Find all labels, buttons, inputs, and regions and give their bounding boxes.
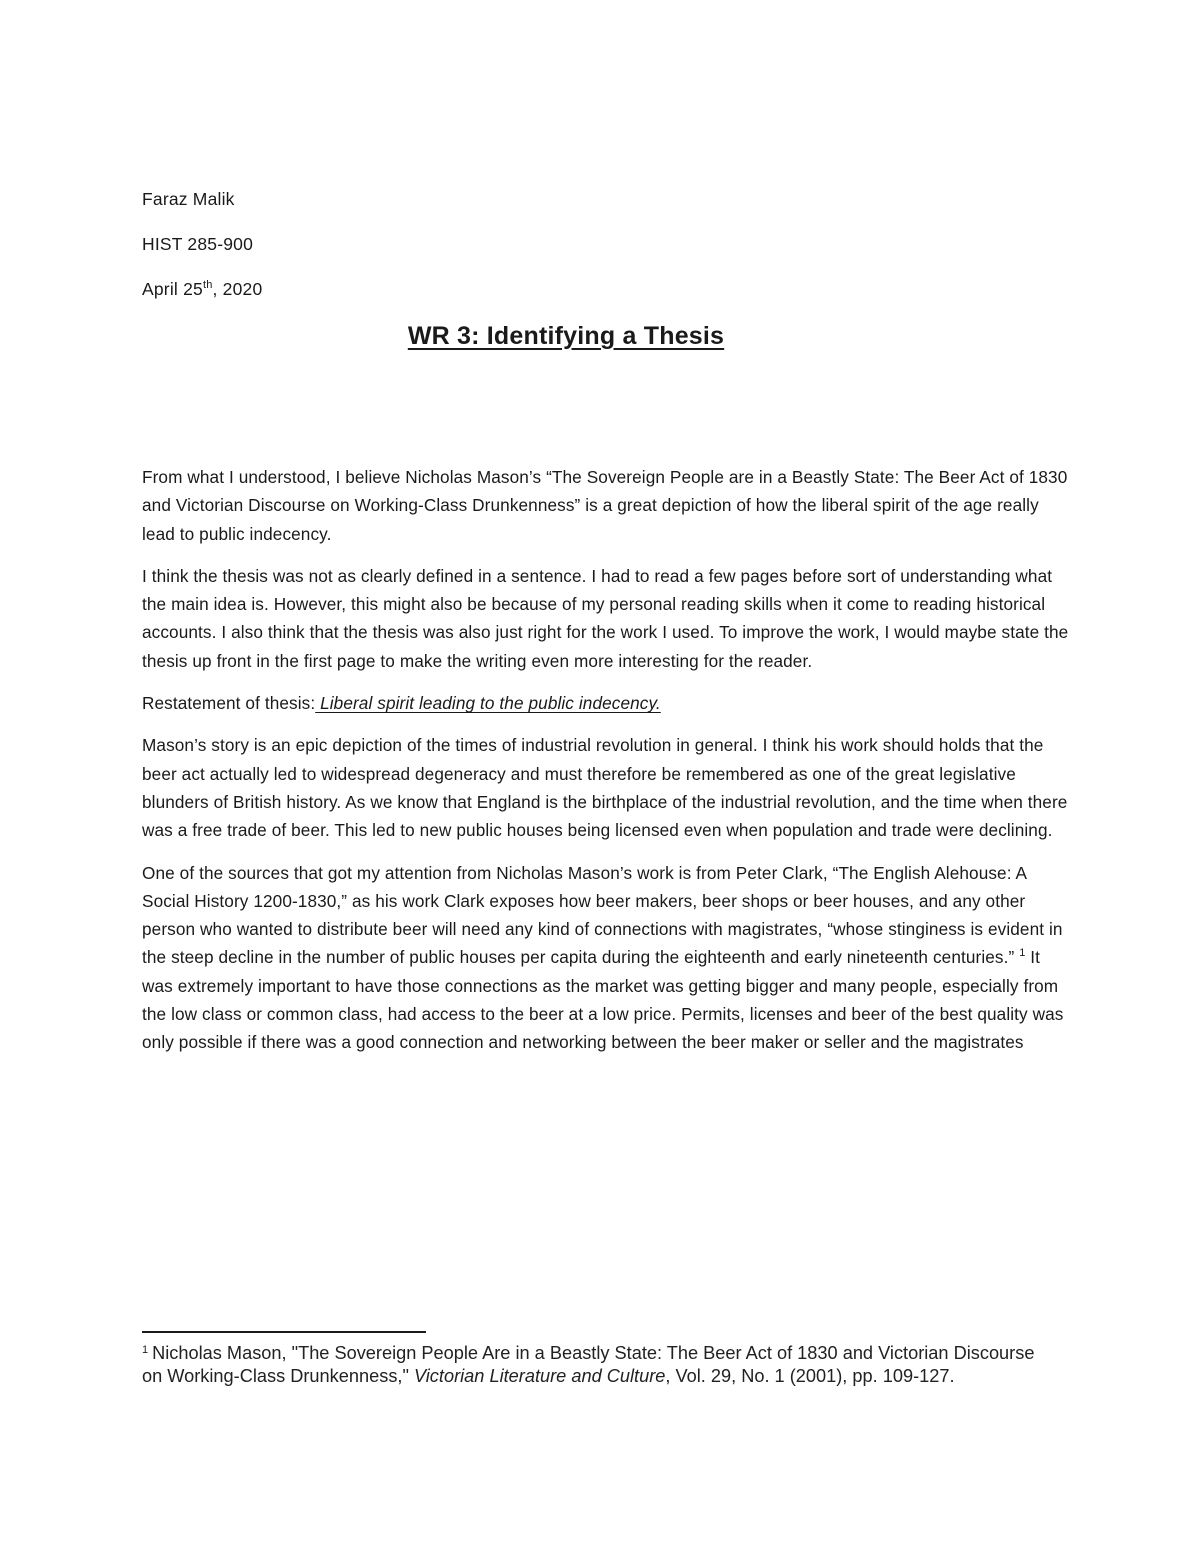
paragraph-thesis-critique: I think the thesis was not as clearly defined in a sentence. I had to read a few pages before sort of understanding what the main idea is. However, this might also be because of my personal reading skills when it come to reading historical accounts. I also think that the thesis was also just right for the work I used. To improve the work, I would maybe state the thesis up front in the first page to make the writing even more interesting for the reader. [142, 565, 1069, 671]
sources-text-after: It was extremely important to have those connections as the market was getting bigger and many people, especially from the low class or common class, had access to the beer at a low price. Permits, licenses and beer of the best quality was only possible if there was a good connection and networking between the beer maker or seller and the magistrates [142, 947, 1064, 1053]
footnote-reference[interactable]: 1 [1019, 947, 1026, 960]
author-name: Faraz Malik [142, 189, 235, 209]
course-code: HIST 285-900 [142, 234, 254, 254]
restatement-text: Liberal spirit leading to the public indecency. [315, 693, 661, 714]
footnote-text-before: Nicholas Mason, "The Sovereign People Are in a Beastly State: The Beer Act of 1830 and Victorian Discourse on Working-Class Drunkenness," [142, 1343, 1035, 1386]
footnote-mark: 1 [142, 1344, 149, 1356]
document-date [142, 277, 262, 301]
footnote-text-after: , Vol. 29, No. 1 (2001), pp. 109-127. [665, 1366, 955, 1386]
date-superscript: th [202, 279, 213, 291]
footnote [142, 1342, 1042, 1388]
footnote-separator [142, 1331, 426, 1333]
paragraph-intro: From what I understood, I believe Nicholas Mason’s “The Sovereign People are in a Beastly State: The Beer Act of 1830 and Victorian Discourse on Working-Class Drunkenness” is a great depiction of how the liberal spirit of the age really lead to public indecency. [142, 467, 1068, 544]
paragraph-restatement [142, 689, 1072, 717]
page-title: WR 3: Identifying a Thesis [407, 322, 725, 350]
date-suffix: , 2020 [212, 279, 263, 299]
paragraph-mason-story: Mason’s story is an epic depiction of the times of industrial revolution in general. I think his work should holds that the beer act actually led to widespread degeneracy and must therefore be remembered as one of the great legislative blunders of British history. As we know that England is the birthplace of the industrial revolution, and the time when there was a free trade of beer. This led to new public houses being licensed even when population and trade were declining. [142, 735, 1068, 841]
sources-text-before: One of the sources that got my attention from Nicholas Mason’s work is from Peter Clark, “The English Alehouse: A Social History 1200-1830,” as his work Clark exposes how beer makers, beer shops or beer houses, and any other person who wanted to distribute beer will need any kind of connections with magistrates, “whose stinginess is evident in the steep decline in the number of public houses per capita during the eighteenth and early nineteenth centuries.” [142, 862, 1063, 968]
footnote-journal: Victorian Literature and Culture [413, 1366, 666, 1386]
date-prefix: April 25 [142, 279, 203, 299]
document-body [142, 463, 1072, 1071]
restatement-label: Restatement of thesis: [142, 693, 316, 714]
paragraph-sources [142, 859, 1072, 1057]
